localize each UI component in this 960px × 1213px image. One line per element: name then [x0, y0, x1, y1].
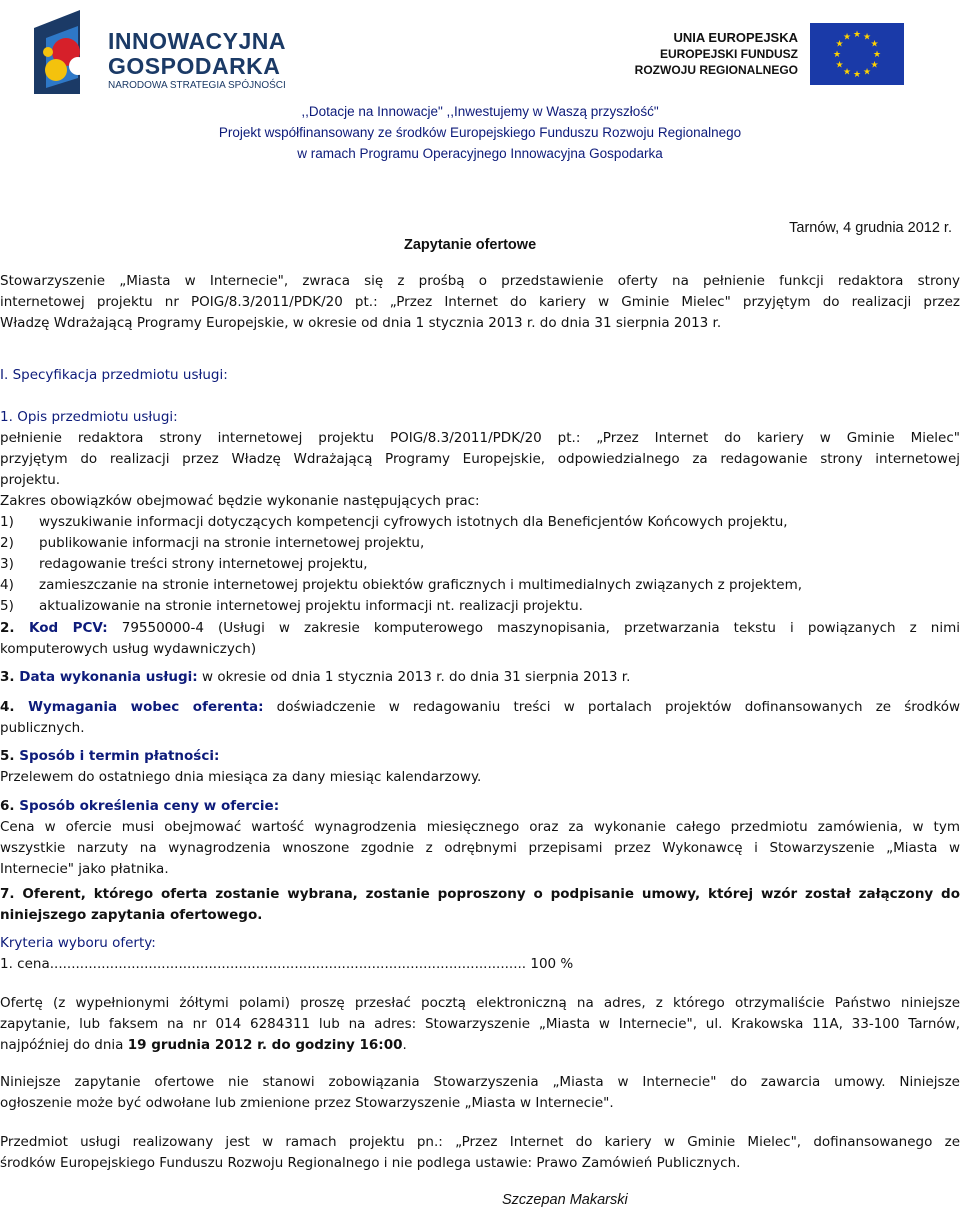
offer-deadline: 19 grudnia 2012 r. do godziny 16:00: [127, 1037, 403, 1053]
item-1-desc-line-2: przyjętym do realizacji przez Władzę Wdrażającą Programy Europejskie, odpowiedzialnego za redagowanie strony internetowej: [0, 451, 960, 467]
svg-text:★: ★: [842, 67, 852, 78]
item-7-line-1: [0, 884, 960, 905]
logo-title-line1: INNOWACYJNA: [108, 28, 287, 54]
scope-intro: Zakres obowiązków obejmować będzie wykonanie następujących prac:: [0, 493, 480, 509]
offer-paragraph: [0, 993, 960, 1056]
item-4-line-1: [0, 697, 960, 718]
duty-item: [0, 596, 960, 617]
section-heading: I. Specyfikacja przedmiotu usługi:: [0, 367, 228, 383]
item-6-number: 6.: [0, 798, 15, 814]
item-6-line-3: Internecie" jako płatnika.: [0, 861, 169, 877]
header-line-3: w ramach Programu Operacyjnego Innowacyjna Gospodarka: [297, 146, 663, 161]
item-1: [0, 407, 960, 617]
eu-title: UNIA EUROPEJSKA: [673, 30, 798, 45]
item-6-heading: [0, 796, 960, 817]
innowacyjna-emblem-icon: [28, 8, 106, 94]
intro-line-1: Stowarzyszenie „Miasta w Internecie", zwraca się z prośbą o przedstawienie oferty na pełnienie funkcji redaktora strony: [0, 273, 960, 289]
item-7-line-2: niniejszego zapytania ofertowego.: [0, 907, 263, 923]
project-note: [0, 1132, 960, 1174]
duty-item: [0, 533, 960, 554]
item-1-desc-line-1: pełnienie redaktora strony internetowej projektu POIG/8.3/2011/PDK/20 pt.: „Przez Internet do kariery w Gminie Mielec": [0, 430, 960, 446]
svg-text:★: ★: [832, 50, 842, 60]
item-3-number: 3.: [0, 669, 15, 685]
criteria-dots: ...............................................................................................................: [49, 956, 527, 972]
item-7-text: Oferent, którego oferta zostanie wybrana, zostanie poproszony o podpisanie umowy, której wzór został załączony do: [22, 886, 960, 902]
svg-text:★: ★: [835, 60, 844, 71]
intro-line-2: internetowej projektu nr POIG/8.3/2011/PDK/20 pt.: „Przez Internet do kariery w Gminie Mielec" przyjętym do realizacji przez: [0, 294, 960, 310]
programme-header: [0, 101, 960, 164]
document-date: Tarnów, 4 grudnia 2012 r.: [789, 220, 952, 236]
item-2-text: 79550000-4 (Usługi w zakresie komputerowego maszynopisania, przetwarzania tekstu i powiązanych z nimi: [121, 620, 960, 636]
header-line-2: Projekt współfinansowany ze środków Europejskiego Funduszu Rozwoju Regionalnego: [218, 125, 742, 140]
item-5: [0, 746, 960, 788]
svg-text:★: ★: [852, 30, 862, 40]
item-5-label: Sposób i termin płatności:: [19, 748, 220, 764]
item-1-desc-line-3: projektu.: [0, 472, 61, 488]
item-1-heading: [0, 407, 960, 428]
logo-subtitle: NARODOWA STRATEGIA SPÓJNOŚCI: [108, 80, 286, 91]
item-6-line-1: Cena w ofercie musi obejmować wartość wynagrodzenia miesięcznego oraz za wykonanie całego przedmiotu zamówienia, w tym: [0, 819, 960, 835]
svg-text:★: ★: [852, 70, 862, 80]
duty-text: aktualizowanie na stronie internetowej projektu informacji nt. realizacji projektu.: [39, 598, 583, 614]
logo-title-line2: GOSPODARKA: [108, 53, 281, 79]
item-1-label: Opis przedmiotu usługi:: [17, 409, 178, 425]
duty-text: publikowanie informacji na stronie internetowej projektu,: [39, 535, 425, 551]
eu-logo-text: [635, 30, 798, 78]
eu-fund-line: EUROPEJSKI FUNDUSZ: [659, 47, 798, 61]
duty-text: wyszukiwanie informacji dotyczących kompetencji cyfrowych istotnych dla Beneficjentów Końcowych projektu,: [39, 514, 788, 530]
item-1-number: 1.: [0, 409, 13, 425]
duty-item: [0, 575, 960, 596]
duty-item: [0, 554, 960, 575]
eu-fund-line2: ROZWOJU REGIONALNEGO: [634, 63, 798, 77]
svg-text:★: ★: [870, 39, 879, 50]
item-3: [0, 667, 960, 688]
item-5-text: Przelewem do ostatniego dnia miesiąca za dany miesiąc kalendarzowy.: [0, 769, 482, 785]
criteria-label: Kryteria wyboru oferty:: [0, 935, 156, 951]
item-3-text: w okresie od dnia 1 stycznia 2013 r. do dnia 31 sierpnia 2013 r.: [202, 669, 631, 685]
duty-text: redagowanie treści strony internetowej projektu,: [39, 556, 368, 572]
item-5-heading: [0, 746, 960, 767]
project-note-line-1: Przedmiot usługi realizowany jest w ramach projektu pn.: „Przez Internet do kariery w Gminie Mielec", dofinansowanego ze: [0, 1134, 960, 1150]
duty-number: 2): [0, 535, 14, 551]
item-2-label: Kod PCV:: [29, 620, 108, 636]
svg-text:★: ★: [862, 32, 872, 43]
offer-line-1: Ofertę (z wypełnionymi żółtymi polami) proszę przesłać pocztą elektroniczną na adres, z którego otrzymaliście Państwo niniejsze: [0, 995, 960, 1011]
disclaimer-line-1: Niniejsze zapytanie ofertowe nie stanowi zobowiązania Stowarzyszenia „Miasta w Internecie" do zawarcia umowy. Niniejsze: [0, 1074, 960, 1090]
header-line-1: ,,Dotacje na Innowacje" ,,Inwestujemy w Waszą przyszłość": [301, 104, 659, 119]
item-4: [0, 697, 960, 739]
item-2: [0, 618, 960, 660]
svg-text:★: ★: [842, 32, 852, 43]
svg-text:★: ★: [870, 60, 879, 71]
item-7: [0, 884, 960, 926]
item-2-line-1: [0, 618, 960, 639]
criteria: [0, 933, 960, 975]
item-6-line-2: wszystkie narzuty na wynagrodzenia wnoszone zgodnie z odrębnymi przepisami przez Wykonawcę i Stowarzyszenie „Miasta w: [0, 840, 960, 856]
item-6-label: Sposób określenia ceny w ofercie:: [19, 798, 280, 814]
duty-number: 5): [0, 598, 14, 614]
item-2-number: 2.: [0, 620, 15, 636]
duty-item: [0, 512, 960, 533]
item-4-label: Wymagania wobec oferenta:: [28, 699, 264, 715]
item-6: [0, 796, 960, 880]
criteria-weight: 100 %: [530, 956, 574, 972]
item-3-label: Data wykonania usługi:: [19, 669, 198, 685]
svg-text:★: ★: [862, 67, 872, 78]
criteria-row: [0, 954, 960, 975]
svg-text:★: ★: [872, 50, 882, 60]
intro-line-3: Władzę Wdrażającą Programy Europejskie, w okresie od dnia 1 stycznia 2013 r. do dnia 31 sierpnia 2013 r.: [0, 315, 722, 331]
item-4-number: 4.: [0, 699, 15, 715]
criteria-name: 1. cena: [0, 956, 50, 972]
duty-number: 3): [0, 556, 14, 572]
duty-number: 4): [0, 577, 14, 593]
item-7-number: 7.: [0, 886, 15, 902]
document-title: Zapytanie ofertowe: [404, 237, 537, 253]
signature: Szczepan Makarski: [502, 1192, 628, 1208]
item-4-line-2: publicznych.: [0, 720, 85, 736]
item-2-line-2: komputerowych usług wydawniczych): [0, 641, 257, 657]
duty-text: zamieszczanie na stronie internetowej projektu obiektów graficznych i multimedialnych związanych z projektem,: [39, 577, 803, 593]
offer-line-3: [0, 1035, 960, 1056]
item-5-number: 5.: [0, 748, 15, 764]
item-3-line: [0, 667, 960, 688]
item-4-text: doświadczenie w redagowaniu treści w portalach projektów dofinansowanych ze środków: [276, 699, 960, 715]
offer-deadline-end: .: [402, 1037, 407, 1053]
disclaimer-paragraph: [0, 1072, 960, 1114]
intro-paragraph: [0, 271, 960, 334]
project-note-line-2: środków Europejskiego Funduszu Rozwoju Regionalnego i nie podlega ustawie: Prawo Zamówień Publicznych.: [0, 1155, 741, 1171]
offer-deadline-intro: najpóźniej do dnia: [0, 1037, 124, 1053]
duty-number: 1): [0, 514, 14, 530]
eu-flag-icon: [810, 23, 904, 85]
svg-text:★: ★: [835, 39, 844, 50]
disclaimer-line-2: ogłoszenie może być odwołane lub zmienione przez Stowarzyszenie „Miasta w Internecie".: [0, 1095, 614, 1111]
innowacyjna-gospodarka-logo: [28, 8, 298, 94]
offer-line-2: zapytanie, lub faksem na nr 014 6284311 lub na adres: Stowarzyszenie „Miasta w Internecie", ul. Krakowska 11A, 33-100 Tarnów,: [0, 1016, 960, 1032]
